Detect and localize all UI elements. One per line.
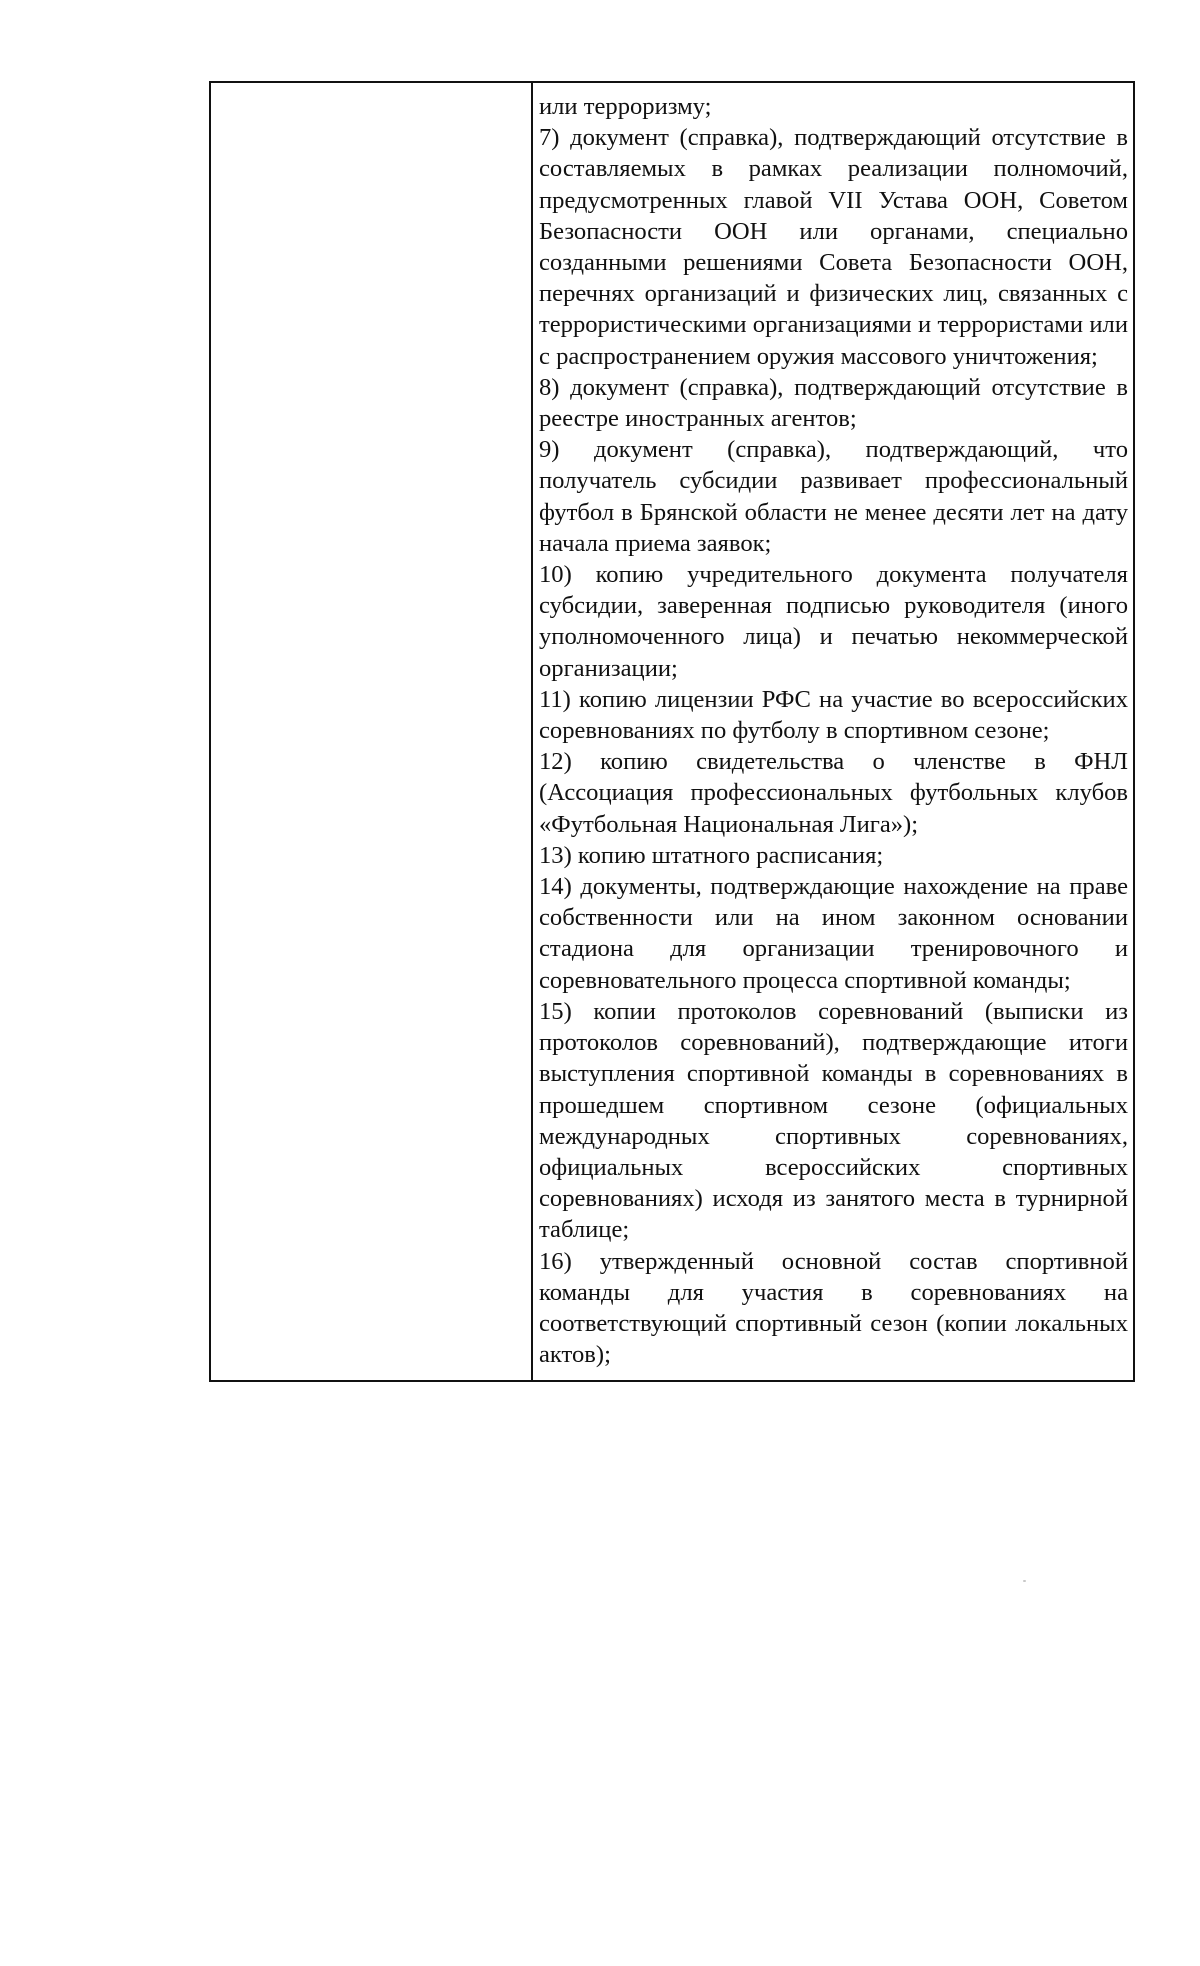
table-cell-requirements — [532, 82, 1134, 1381]
list-item: 12) копию свидетельства о членстве в ФНЛ (Ассоциация профессиональных футбольных клубов «Футбольная Национальная Лига»); — [539, 748, 1128, 838]
table-row — [210, 82, 1134, 1381]
list-item: 16) утвержденный основной состав спортивной команды для участия в соревнованиях на соответствующий спортивный сезон (копии локальных актов); — [539, 1247, 1128, 1369]
document-table — [209, 81, 1135, 1382]
requirements-list — [533, 83, 1133, 1380]
list-item: или терроризму; — [539, 93, 712, 120]
list-item: 14) документы, подтверждающие нахождение на праве собственности или на ином законном основании стадиона для организации тренировочного и соревновательного процесса спортивной команды; — [539, 873, 1128, 994]
list-item: 8) документ (справка), подтверждающий отсутствие в реестре иностранных агентов; — [539, 373, 1128, 433]
list-item: 11) копию лицензии РФС на участие во всероссийских соревнованиях по футболу в спортивном сезоне; — [539, 685, 1128, 745]
list-item: 13) копию штатного расписания; — [539, 841, 884, 869]
list-item: 15) копии протоколов соревнований (выписки из протоколов соревнований), подтверждающие итоги выступления спортивной команды в соревнованиях в прошедшем спортивном сезоне (официальных международных спортивных соревнованиях, официальных всероссийских спортивных соревнованиях) исходя из занятого места в турнирной таблице; — [539, 997, 1128, 1244]
table-cell-empty — [210, 82, 532, 1381]
list-item: 10) копию учредительного документа получателя субсидии, заверенная подписью руководителя (иного уполномоченного лица) и печатью некоммерческой организации; — [539, 561, 1128, 682]
list-item: 7) документ (справка), подтверждающий отсутствие в составляемых в рамках реализации полномочий, предусмотренных главой VII Устава ООН, Советом Безопасности ООН или органами, специально созданными решениями Совета Безопасности ООН, перечнях организаций и физических лиц, связанных с террористическими организациями и террористами или с распространением оружия массового уничтожения; — [539, 124, 1128, 370]
list-item: 9) документ (справка), подтверждающий, что получатель субсидии развивает профессиональный футбол в Брянской области не менее десяти лет на дату начала приема заявок; — [539, 436, 1128, 557]
scan-speck — [1023, 1580, 1026, 1582]
